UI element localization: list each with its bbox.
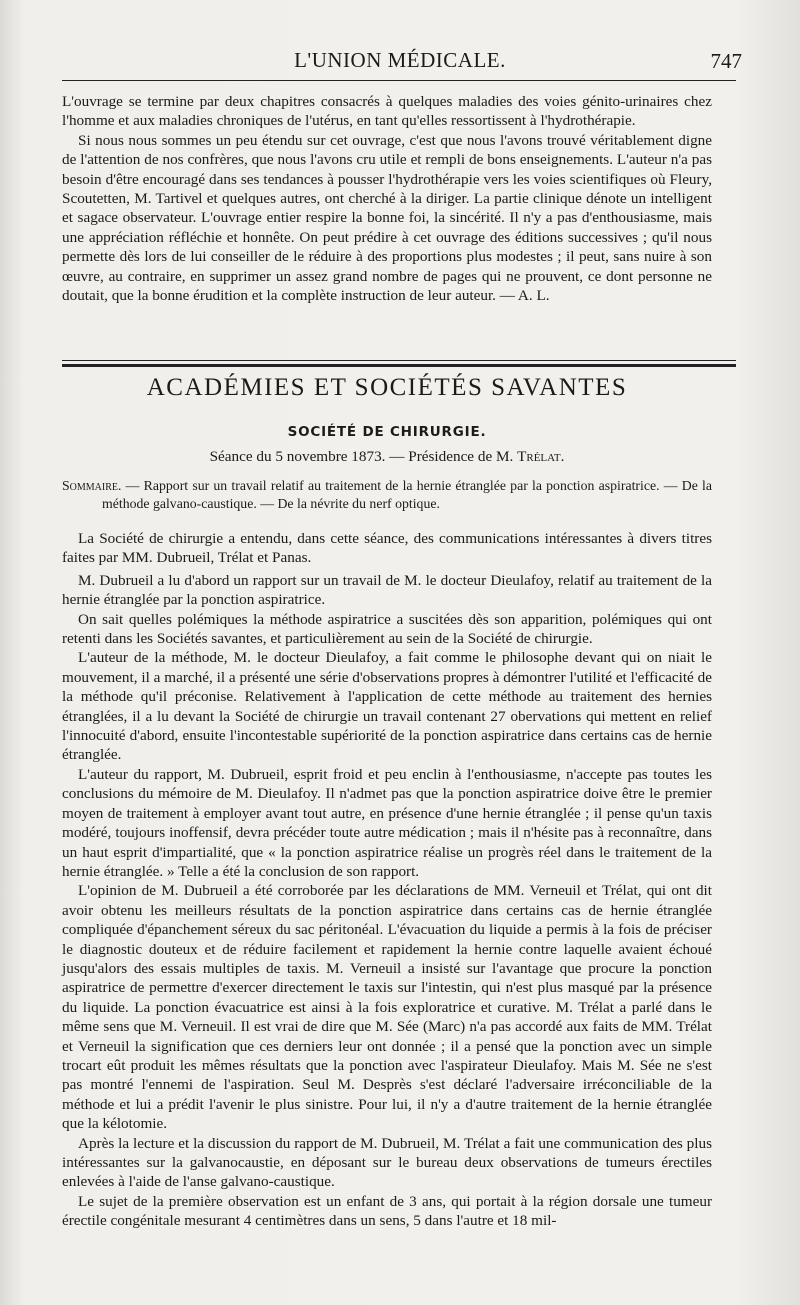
seance-line bbox=[62, 448, 712, 466]
article-text bbox=[62, 526, 712, 1231]
page-number: 747 bbox=[710, 49, 742, 73]
summary bbox=[62, 477, 712, 513]
article-paragraph-2: M. Dubrueil a lu d'abord un rapport sur un travail de M. le docteur Dieulafoy, relatif au traitement de la hernie étranglée par la ponction aspiratrice. bbox=[62, 571, 712, 609]
society-heading: SOCIÉTÉ DE CHIRURGIE. bbox=[287, 424, 487, 440]
article-paragraph-8: Le sujet de la première observation est un enfant de 3 ans, qui portait à la région dorsale une tumeur érectile congénitale mesurant 4 centimètres dans un sens, 5 dans l'autre et 18 mil- bbox=[62, 1192, 712, 1230]
review-text bbox=[62, 92, 712, 305]
journal-title: L'UNION MÉDICALE. bbox=[294, 48, 506, 72]
section-rule-top bbox=[62, 360, 736, 361]
article-paragraph-7: Après la lecture et la discussion du rapport de M. Dubrueil, M. Trélat a fait une communication des plus intéressantes sur la galvanocaustie, en déposant sur le bureau deux observations de tumeurs érectiles enlevées à l'aide de l'anse galvano-caustique. bbox=[62, 1134, 712, 1191]
summary-text: — Rapport sur un travail relatif au traitement de la hernie étranglée par la ponction aspiratrice. — De la méthode galvano-caustique. — De la névrite du nerf optique. bbox=[102, 478, 712, 511]
seance-suffix: . bbox=[560, 448, 565, 465]
review-paragraph-2: Si nous nous sommes un peu étendu sur cet ouvrage, c'est que nous l'avons trouvé véritablement digne de l'attention de nos confrères, que nous l'avons cru utile et rempli de bons enseignements. L'auteur n'a pas besoin d'être encouragé dans ses tendances à pousser l'hydrothérapie vers les voies scientifiques où Fleury, Scoutetten, M. Tartivel et quelques autres, ont cherché à la diriger. La partie clinique dénote un intelligent et sagace observateur. L'ouvrage entier respire la bonne foi, la sincérité. Il n'y a pas d'enthousiasme, mais une appréciation réfléchie et honnête. On peut prédire à cet ouvrage des éditions successives ; qu'il nous permette dès lors de lui conseiller de le réduire à des proportions plus modestes ; il peut, sans nuire à son œuvre, au contraire, en supprimer un assez grand nombre de pages qui ne prouvent, ce dont personne ne doutait, que la bonne érudition et la complète instruction de leur auteur. — A. L. bbox=[62, 131, 712, 305]
header-rule bbox=[62, 80, 736, 81]
summary-label: Sommaire. bbox=[62, 478, 122, 493]
seance-president: Trélat bbox=[517, 448, 561, 465]
article-paragraph-5: L'auteur du rapport, M. Dubrueil, esprit froid et peu enclin à l'enthousiasme, n'accepte pas toutes les conclusions du mémoire de M. Dieulafoy. Il n'admet pas que la ponction aspiratrice doive être le premier moyen de traitement à employer avant tout autre, en présence d'une hernie étranglée ; il pense qu'un taxis modéré, toujours inoffensif, devra précéder toute autre médication ; mais il n'hésite pas à reconnaître, dans un haut esprit d'impartialité, que « la ponction aspiratrice réalise un progrès réel dans le traitement de la hernie étranglée. » Telle a été la conclusion de son rapport. bbox=[62, 765, 712, 880]
running-header bbox=[62, 44, 742, 74]
article-paragraph-3: On sait quelles polémiques la méthode aspiratrice a suscitées dès son apparition, polémiques qui ont retenti dans les Sociétés savantes, et particulièrement au sein de la Société de chirurgie. bbox=[62, 610, 712, 648]
article-paragraph-6: L'opinion de M. Dubrueil a été corroborée par les déclarations de MM. Verneuil et Trélat, qui ont dit avoir obtenu les meilleurs résultats de la ponction aspiratrice dans certains cas de hernie étranglée compliquée d'épanchement séreux du sac péritonéal. L'évacuation du liquide a permis à la fois de préciser le diagnostic douteux et de réduire facilement et rapidement la hernie contre laquelle avaient échoué jusqu'alors des essais multiples de taxis. M. Verneuil a insisté sur l'avantage que procure la ponction aspiratrice de permettre d'exercer directement le taxis sur l'intestin, qui n'est plus masqué par la présence du liquide. La ponction évacuatrice est ainsi à la fois exploratrice et curative. M. Trélat a parlé dans le même sens que M. Verneuil. Il est vrai de dire que M. Sée (Marc) n'a pas accordé aux faits de MM. Trélat et Verneuil la signification que ces derniers leur ont donnée ; il a pensé que la ponction avec un simple trocart eût produit les mêmes résultats que la ponction avec l'aspirateur Dieulafoy. Mais M. Sée ne s'est pas montré l'ennemi de l'aspiration. Seul M. Desprès s'est déclaré l'adversaire irréconciliable de la méthode et lui a prédit l'avenir le plus sinistre. Pour lui, il n'y a d'autre traitement de la hernie étranglée que la kélotomie. bbox=[62, 882, 712, 1133]
section-title: ACADÉMIES ET SOCIÉTÉS SAVANTES bbox=[146, 374, 628, 401]
article-paragraph-1: La Société de chirurgie a entendu, dans cette séance, des communications intéressantes à divers titres faites par MM. Dubrueil, Trélat et Panas. bbox=[62, 530, 712, 567]
article-paragraph-4: L'auteur de la méthode, M. le docteur Dieulafoy, a fait comme le philosophe devant qui on niait le mouvement, il a marché, il a présenté une série d'observations propres à démontrer l'utilité et l'efficacité de la méthode qu'il préconise. Relativement à l'application de cette méthode au traitement des hernies étranglées, il a lu devant la Société de chirurgie un travail contenant 27 obervations qui mettent en relief l'innocuité d'abord, ensuite l'incontestable supériorité de la ponction aspiratrice dans certains cas de hernie étranglée. bbox=[62, 649, 712, 764]
section-rule-bottom bbox=[62, 364, 736, 367]
seance-prefix: Séance du 5 novembre 1873. — Présidence de M. bbox=[209, 448, 518, 465]
review-paragraph-1: L'ouvrage se termine par deux chapitres consacrés à quelques maladies des voies génito-urinaires chez l'homme et aux maladies chroniques de l'utérus, en tant qu'elles ressortissent à l'hydrothérapie. bbox=[62, 93, 712, 130]
